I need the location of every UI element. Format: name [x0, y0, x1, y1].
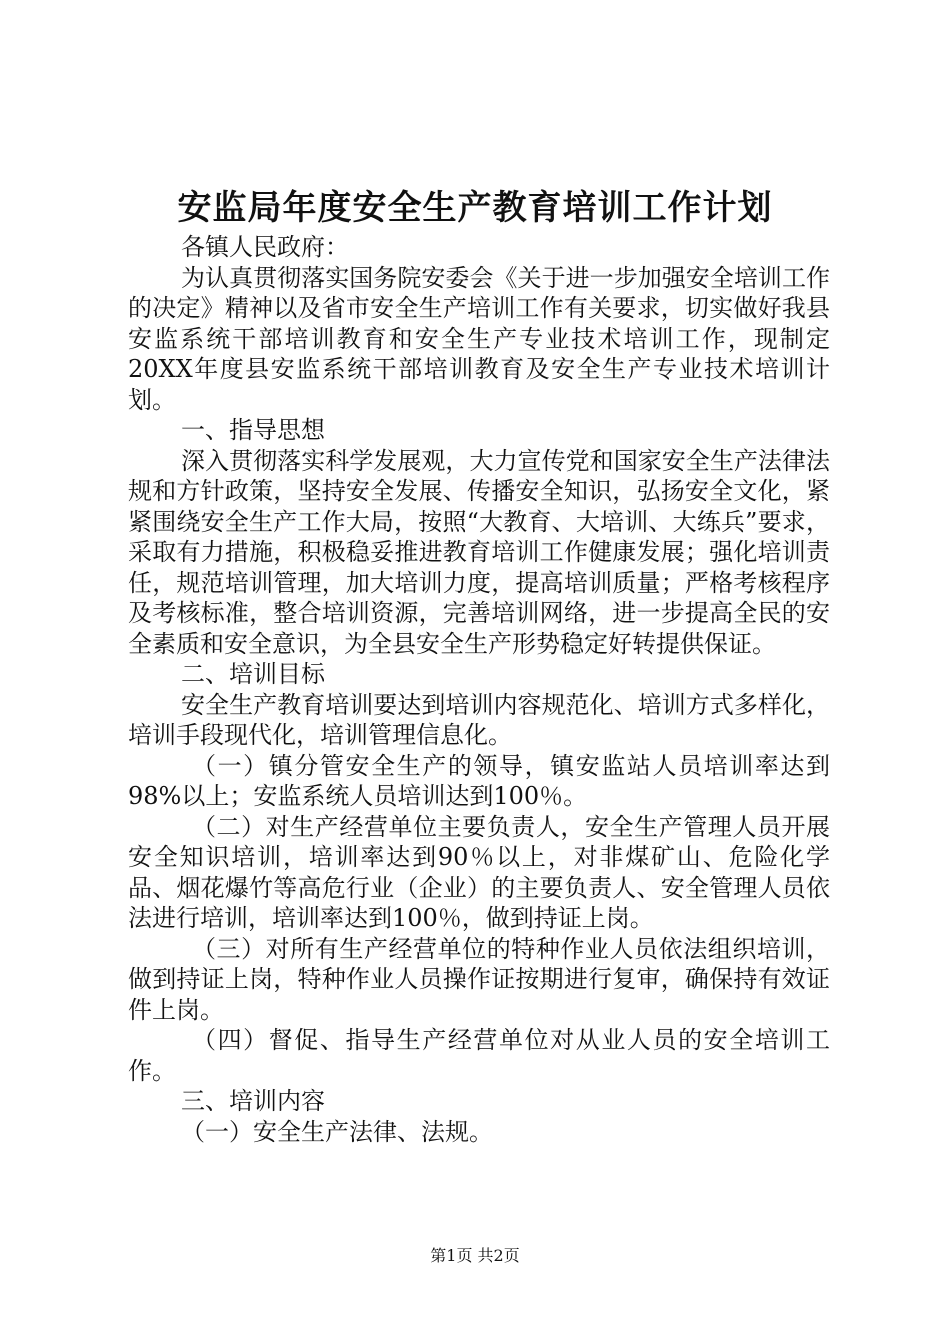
content-item-1: （一）安全生产法律、法规。	[181, 1117, 493, 1146]
goal-item-2: （二）对生产经营单位主要负责人，安全生产管理人员开展安全知识培训，培训率达到90％以上，对非煤矿山、危险化学品、烟花爆竹等高危行业（企业）的主要负责人、安全管理人员依法进行培训，培训率达到100％，做到持证上岗。	[128, 812, 830, 932]
goal-item-3: （三）对所有生产经营单位的特种作业人员依法组织培训，做到持证上岗，特种作业人员操作证按期进行复审，确保持有效证件上岗。	[128, 934, 830, 1024]
salutation: 各镇人民政府：	[181, 233, 349, 261]
section-heading-training-content: 三、培训内容	[181, 1087, 325, 1115]
goal-item-1: （一）镇分管安全生产的领导，镇安监站人员培训率达到98%以上；安监系统人员培训达到100％。	[128, 751, 830, 810]
page-footer: 第1页 共2页	[430, 1246, 520, 1265]
guiding-ideology-paragraph: 深入贯彻落实科学发展观，大力宣传党和国家安全生产法律法规和方针政策，坚持安全发展、传播安全知识，弘扬安全文化，紧紧围绕安全生产工作大局，按照“大教育、大培训、大练兵”要求，采取有力措施，积极稳妥推进教育培训工作健康发展；强化培训责任，规范培训管理，加大培训力度，提高培训质量；严格考核程序及考核标准，整合培训资源，完善培训网络，进一步提高全民的安全素质和安全意识，为全县安全生产形势稳定好转提供保证。	[128, 446, 830, 658]
training-goals-paragraph: 安全生产教育培训要达到培训内容规范化、培训方式多样化，培训手段现代化，培训管理信息化。	[128, 690, 830, 749]
document-body	[128, 232, 830, 1147]
section-heading-training-goals: 二、培训目标	[181, 660, 325, 688]
section-heading-guiding-ideology: 一、指导思想	[181, 416, 325, 444]
document-title: 安监局年度安全生产教育培训工作计划	[177, 188, 773, 228]
goal-item-4: （四）督促、指导生产经营单位对从业人员的安全培训工作。	[128, 1026, 830, 1085]
intro-paragraph: 为认真贯彻落实国务院安委会《关于进一步加强安全培训工作的决定》精神以及省市安全生产培训工作有关要求，切实做好我县安监系统干部培训教育和安全生产专业技术培训工作，现制定20XX年度县安监系统干部培训教育及安全生产专业技术培训计划。	[128, 263, 830, 414]
